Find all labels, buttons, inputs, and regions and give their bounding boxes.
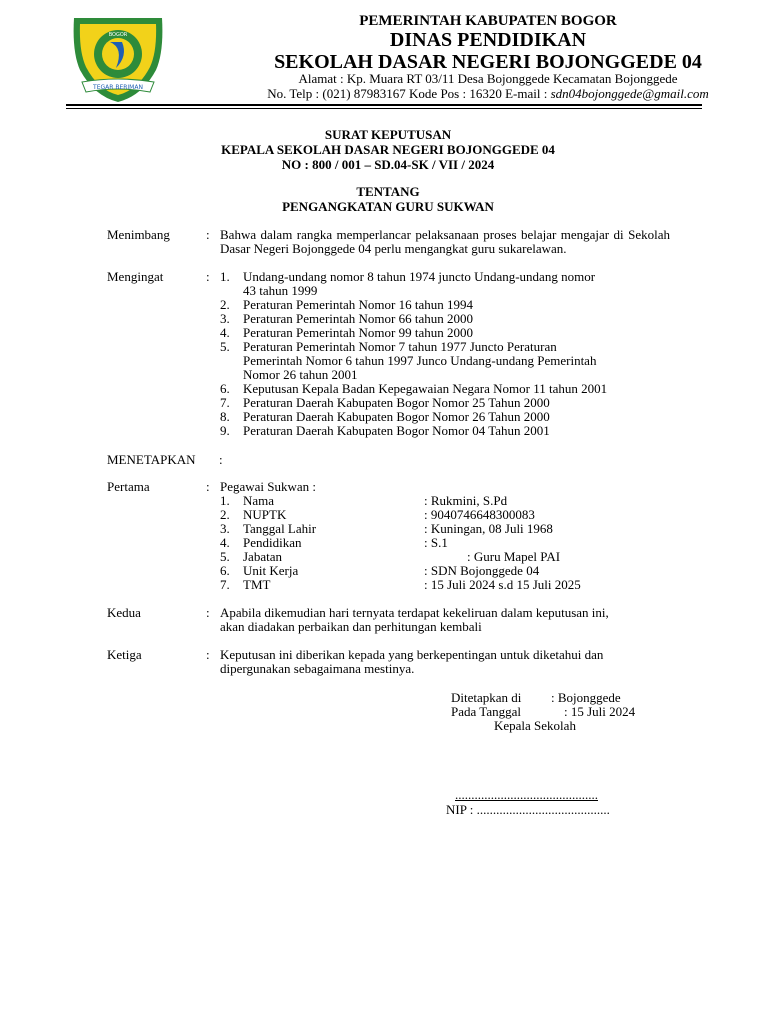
menimbang-colon: : xyxy=(206,227,210,242)
field-value: : 9040746648300083 xyxy=(424,507,535,522)
signer-name-placeholder: ............................................ xyxy=(455,787,598,802)
logo-mid-text: SAYAGA xyxy=(108,70,128,76)
list-item-cont: Pemerintah Nomor 6 tahun 1997 Junco Undang-undang Pemerintah xyxy=(243,353,597,368)
decree-about-label: TENTANG xyxy=(356,184,420,199)
school-emblem-logo xyxy=(66,12,170,104)
signed-place-value: : Bojonggede xyxy=(551,690,621,705)
field-label: Jabatan xyxy=(243,549,282,564)
list-item: Peraturan Pemerintah Nomor 99 tahun 2000 xyxy=(243,325,473,340)
list-item-cont: Nomor 26 tahun 2001 xyxy=(243,367,358,382)
government-name: PEMERINTAH KABUPATEN BOGOR xyxy=(359,13,617,29)
list-number: 2. xyxy=(220,297,230,312)
field-value: : Rukmini, S.Pd xyxy=(424,493,508,508)
list-item: Peraturan Pemerintah Nomor 7 tahun 1977 Juncto Peraturan xyxy=(243,339,557,354)
list-item: Peraturan Pemerintah Nomor 66 tahun 2000 xyxy=(243,311,473,326)
pertama-label: Pertama xyxy=(107,479,150,494)
ketiga-text-line: dipergunakan sebagaimana mestinya. xyxy=(220,661,415,676)
list-item: Peraturan Daerah Kabupaten Bogor Nomor 04 Tahun 2001 xyxy=(243,423,550,438)
logo-top-text: BOGOR xyxy=(108,32,128,38)
menetapkan-label: MENETAPKAN xyxy=(107,452,196,467)
row-number: 1. xyxy=(220,493,230,508)
list-number: 1. xyxy=(220,269,230,284)
signer-role: Kepala Sekolah xyxy=(494,718,576,733)
row-number: 3. xyxy=(220,521,230,536)
list-item: Peraturan Daerah Kabupaten Bogor Nomor 25 Tahun 2000 xyxy=(243,395,550,410)
row-number: 6. xyxy=(220,563,230,578)
list-item: Peraturan Daerah Kabupaten Bogor Nomor 26 Tahun 2000 xyxy=(243,409,550,424)
row-number: 7. xyxy=(220,577,230,592)
kedua-text-line: akan diadakan perbaikan dan perhitungan kembali xyxy=(220,619,482,634)
logo-banner-text: TEGAR BERIMAN xyxy=(93,84,143,91)
ketiga-label: Ketiga xyxy=(107,647,142,662)
decree-subject: PENGANGKATAN GURU SUKWAN xyxy=(282,199,494,214)
list-number: 9. xyxy=(220,423,230,438)
pertama-heading: Pegawai Sukwan : xyxy=(220,479,317,494)
row-number: 4. xyxy=(220,535,230,550)
list-item-cont: 43 tahun 1999 xyxy=(243,283,318,298)
menimbang-label: Menimbang xyxy=(107,227,170,242)
field-value: : Kuningan, 08 Juli 1968 xyxy=(424,521,553,536)
list-number: 8. xyxy=(220,409,230,424)
row-number: 2. xyxy=(220,507,230,522)
list-item: Peraturan Pemerintah Nomor 16 tahun 1994 xyxy=(243,297,473,312)
decree-title: SURAT KEPUTUSAN xyxy=(324,127,452,142)
signer-nip: NIP : ......................................... xyxy=(446,802,610,817)
letterhead-rule-thick xyxy=(66,104,702,106)
list-item: Keputusan Kepala Badan Kepegawaian Negara Nomor 11 tahun 2001 xyxy=(243,381,608,396)
school-contact xyxy=(200,86,768,102)
field-label: Nama xyxy=(243,493,275,508)
field-value: : Guru Mapel PAI xyxy=(467,549,561,564)
decree-number: NO : 800 / 001 – SD.04-SK / VII / 2024 xyxy=(281,157,495,172)
field-label: NUPTK xyxy=(243,507,287,522)
school-address: Alamat : Kp. Muara RT 03/11 Desa Bojonggede Kecamatan Bojonggede xyxy=(298,71,678,86)
signed-place-label: Ditetapkan di xyxy=(451,690,522,705)
field-label: TMT xyxy=(243,577,271,592)
signed-date-value: : 15 Juli 2024 xyxy=(564,704,636,719)
school-name: SEKOLAH DASAR NEGERI BOJONGGEDE 04 xyxy=(274,51,702,73)
menetapkan-colon: : xyxy=(219,452,223,467)
mengingat-label: Mengingat xyxy=(107,269,164,284)
list-number: 5. xyxy=(220,339,230,354)
field-value: : 15 Juli 2024 s.d 15 Juli 2025 xyxy=(424,577,581,592)
signed-date-label: Pada Tanggal xyxy=(451,704,521,719)
list-number: 4. xyxy=(220,325,230,340)
email-text: sdn04bojonggede@gmail.com xyxy=(550,86,709,101)
menimbang-text: Bahwa dalam rangka memperlancar pelaksanaan proses belajar mengajar di Sekolah Dasar Negeri Bojonggede 04 perlu mengangkat guru sukarelawan. xyxy=(220,227,670,256)
field-label: Tanggal Lahir xyxy=(243,521,317,536)
ketiga-colon: : xyxy=(206,647,210,662)
list-number: 6. xyxy=(220,381,230,396)
pertama-colon: : xyxy=(206,479,210,494)
ketiga-text-line: Keputusan ini diberikan kepada yang berkepentingan untuk diketahui dan xyxy=(220,647,604,662)
field-label: Unit Kerja xyxy=(243,563,299,578)
kedua-text-line: Apabila dikemudian hari ternyata terdapat kekeliruan dalam keputusan ini, xyxy=(220,605,609,620)
list-number: 3. xyxy=(220,311,230,326)
kedua-colon: : xyxy=(206,605,210,620)
list-item: Undang-undang nomor 8 tahun 1974 juncto Undang-undang nomor xyxy=(243,269,596,284)
mengingat-colon: : xyxy=(206,269,210,284)
list-number: 7. xyxy=(220,395,230,410)
contact-text: No. Telp : (021) 87983167 Kode Pos : 16320 E-mail : xyxy=(267,86,551,101)
kedua-label: Kedua xyxy=(107,605,141,620)
row-number: 5. xyxy=(220,549,230,564)
field-value: : SDN Bojonggede 04 xyxy=(424,563,540,578)
decree-issuer: KEPALA SEKOLAH DASAR NEGERI BOJONGGEDE 04 xyxy=(221,142,555,157)
letterhead-rule-thin xyxy=(66,108,702,109)
field-value: : S.1 xyxy=(424,535,448,550)
field-label: Pendidikan xyxy=(243,535,302,550)
agency-name: DINAS PENDIDIKAN xyxy=(389,29,587,51)
